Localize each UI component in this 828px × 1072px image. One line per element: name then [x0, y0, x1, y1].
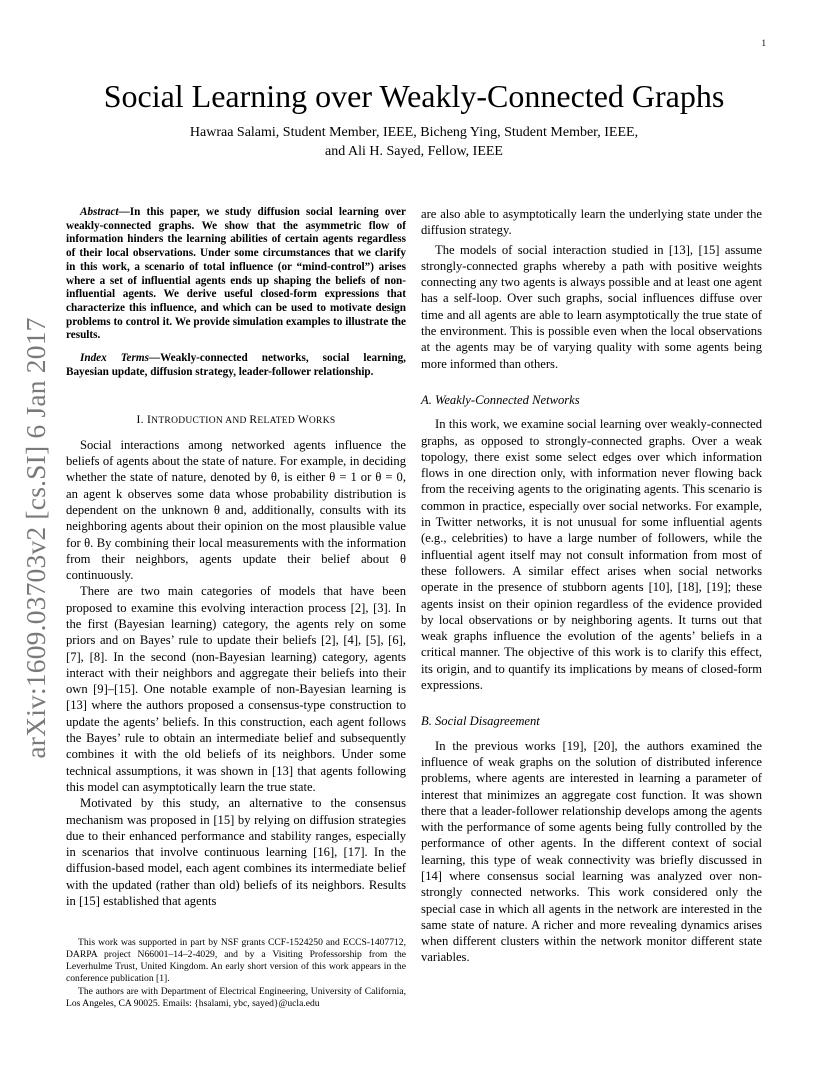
social-disagreement-paragraph: In the previous works [19], [20], the authors examined the influence of weak graphs on the solution of distributed inference problems, where agents are interested in learning a parameter of interest that minimizes an aggregate cost function. It was shown there that a leader-follower relationship develops among the agents with the performance of some agents being fully controlled by the performance of other agents. In the different context of social learning, this type of weak connectivity was briefly discussed in [14] where consensus social learning was analyzed over non-strongly connected networks. This work considered only the special case in which all agents in the network are interested in the same state of nature. A richer and more revealing dynamics arises when different clusters within the network monitor different state variables.: [421, 738, 762, 965]
abstract-text: —In this paper, we study diffusion social learning over weakly-connected graphs. We show that the asymmetric flow of information hinders the learning abilities of certain agents regardless of their local observations. Under some circumstances that we clarify in this work, a scenario of total influence (or “mind-control”) arises where a set of influential agents ends up shaping the beliefs of non-influential agents. We derive useful closed-form expressions that characterize this influence, and which can be used to motivate design problems to control it. We provide simulation examples to illustrate the results.: [66, 206, 406, 342]
left-column: [66, 206, 406, 909]
section-heading-introduction: I. INTRODUCTION AND RELATED WORKS: [136, 414, 336, 427]
funding-footnote: This work was supported in part by NSF grants CCF-1524250 and ECCS-1407712, DARPA project N66001–14–2-4029, and by a Visiting Professorship from the Leverhulme Trust, United Kingdom. An early short version of this work appears in the conference publication [1].: [66, 937, 406, 985]
weakly-connected-paragraph: In this work, we examine social learning over weakly-connected graphs, as opposed to strongly-connected graphs. Over a weak topology, there exist some select edges over which information flows in one direction only, with information never flowing back from the receiving agents to the originating agents. This scenario is common in practice, especially over social networks. For example, in Twitter networks, it is not unusual for some influential agents (e.g., celebrities) to have a large number of followers, while the influential agent itself may not consult information from most of these followers. A similar effect arises when social networks operate in the presence of stubborn agents [10], [18], [19]; these agents insist on their opinion regardless of the evidence provided by local observations or by neighboring agents. It turns out that weak graphs influence the evolution of the agents’ beliefs in a critical manner. The objective of this work is to clarify this effect, its origin, and to quantify its implications by means of closed-form expressions.: [421, 417, 762, 693]
arxiv-identifier: arXiv:1609.03703v2 [cs.SI] 6 Jan 2017: [20, 317, 51, 759]
index-terms-label: Index Terms: [80, 352, 149, 365]
subsection-heading-social-disagreement: B. Social Disagreement: [421, 714, 540, 729]
index-terms-text: —Weakly-connected networks, social learning, Bayesian update, diffusion strategy, leader-follower relationship.: [66, 352, 406, 378]
footnotes: [66, 937, 406, 1011]
author-line-1: Hawraa Salami, Student Member, IEEE, Bicheng Ying, Student Member, IEEE,: [189, 125, 639, 140]
abstract-label: Abstract: [80, 206, 119, 218]
continued-paragraph: are also able to asymptotically learn the underlying state under the diffusion strategy.: [421, 207, 762, 238]
strongly-connected-paragraph: The models of social interaction studied in [13], [15] assume strongly-connected graphs whereby a path with positive weights connecting any two agents is always possible and at least one agent has a self-loop. Over such graphs, social influences diffuse over time and all agents are able to learn asymptotically the true state of the environment. This is possible even when the local observations at the agents may be of varying quality with some agents being more informed than others.: [421, 242, 762, 371]
author-line-2: and Ali H. Sayed, Fellow, IEEE: [325, 144, 503, 159]
author-block: [0, 123, 828, 161]
affiliation-footnote: The authors are with Department of Electrical Engineering, University of California, Los Angeles, CA 90025. Emails: {hsalami, ybc, sayed}@ucla.edu: [66, 986, 406, 1010]
index-terms: [66, 352, 406, 379]
subsection-heading-weakly-connected: A. Weakly-Connected Networks: [421, 392, 580, 407]
intro-paragraph-1: Social interactions among networked agents influence the beliefs of agents about the state of nature. For example, in deciding whether the state of nature, denoted by θ, is either θ = 1 or θ = 0, an agent k observes some data whose probability distribution is dependent on the unknown θ and, additionally, consults with its neighboring agents about their opinion on the most plausible value for θ. By combining their local measurements with the information from their neighbors, agents update their belief about θ continuously.: [66, 437, 406, 583]
intro-paragraph-3: Motivated by this study, an alternative to the consensus mechanism was proposed in [15] by relying on diffusion strategies due to their enhanced performance and stability ranges, especially in scenarios that involve continuous learning [16], [17]. In the diffusion-based model, each agent combines its intermediate belief with the updated (rather than old) beliefs of its neighbors. Results in [15] established that agents: [66, 796, 406, 909]
intro-paragraph-2: There are two main categories of models that have been proposed to examine this evolving interaction process [2], [3]. In the first (Bayesian learning) category, the agents rely on some priors and on Bayes’ rule to update their beliefs [2], [4], [5], [6], [7], [8]. In the second (non-Bayesian learning) category, agents interact with their neighbors and aggregate their beliefs into their own [9]–[15]. One notable example of non-Bayesian learning is [13] where the authors proposed a consensus-type construction to update the agents’ beliefs. In this construction, each agent follows the Bayes’ rule to obtain an intermediate belief and subsequently combines it with the old beliefs of its neighbors. Under some technical assumptions, it was shown in [13] that agents following this model can asymptotically learn the true state.: [66, 584, 406, 794]
abstract: [66, 206, 406, 343]
page-number: 1: [761, 38, 766, 48]
paper-title: Social Learning over Weakly-Connected Graphs: [103, 78, 725, 114]
arxiv-side-stamp: [20, 318, 52, 758]
right-column: [421, 206, 762, 966]
